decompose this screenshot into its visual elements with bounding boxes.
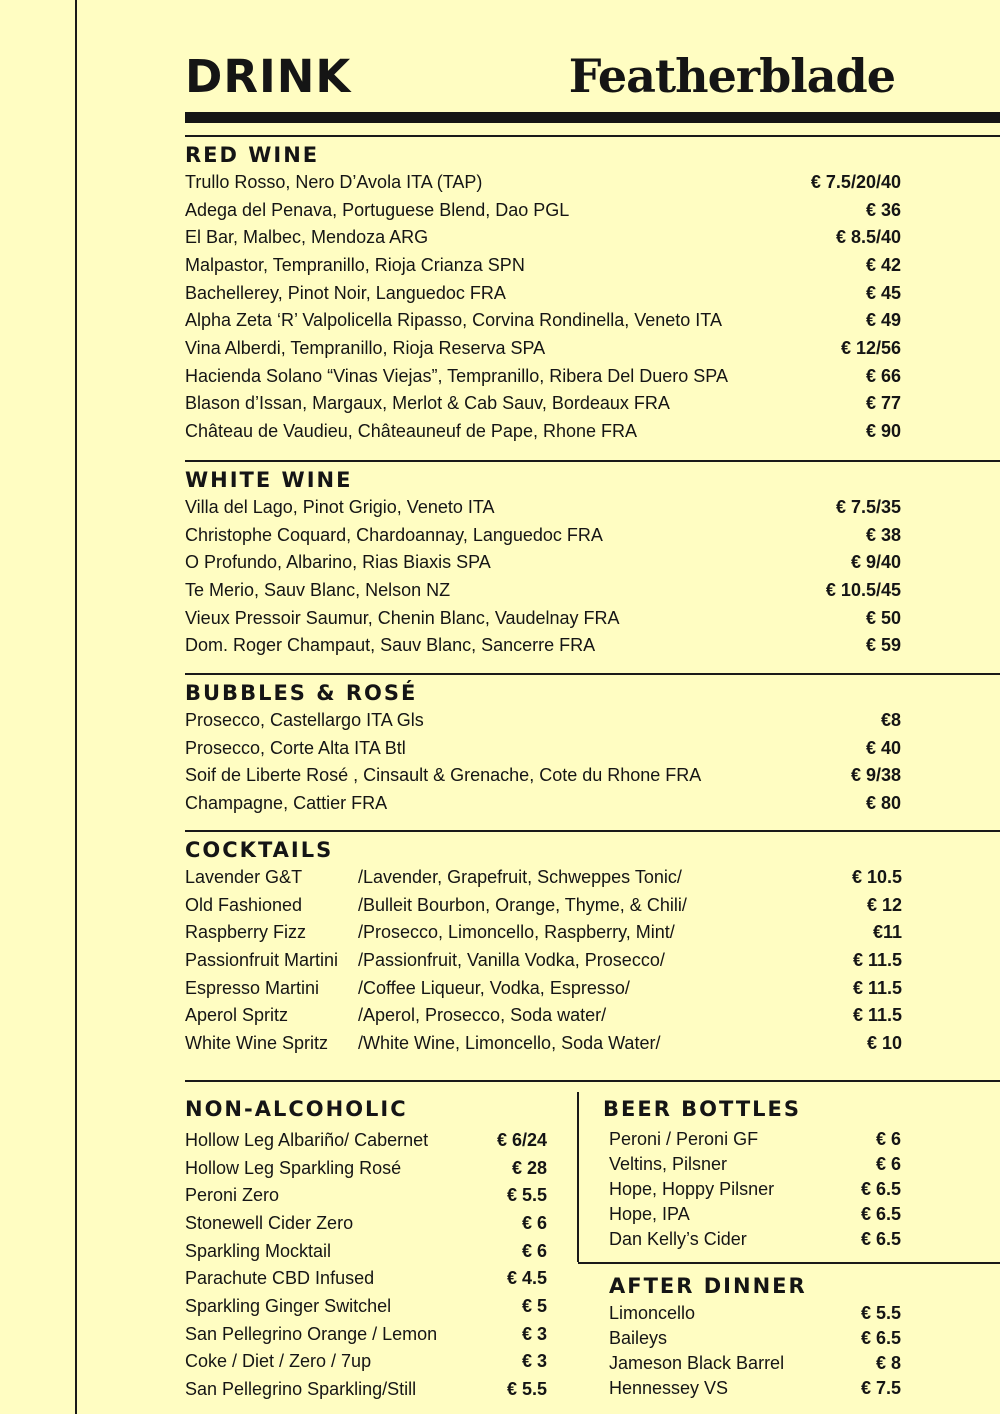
item-description: /Aperol, Prosecco, Soda water/	[358, 1005, 607, 1026]
item-description: /Bulleit Bourbon, Orange, Thyme, & Chili/	[358, 894, 687, 915]
item-price: € 42	[865, 254, 901, 275]
item-price: € 5.5	[506, 1185, 547, 1206]
item-name: White Wine Spritz	[185, 1032, 329, 1053]
divider	[185, 135, 1000, 137]
item-name: Dom. Roger Champaut, Sauv Blanc, Sancerre FRA	[185, 635, 596, 656]
menu-item	[185, 918, 902, 946]
item-price: € 6	[521, 1240, 547, 1261]
menu-item	[185, 521, 901, 549]
item-name: Sparkling Ginger Switchel	[185, 1295, 392, 1316]
column-divider	[577, 1092, 579, 1262]
menu-item	[185, 1375, 547, 1403]
item-price: € 45	[865, 282, 901, 303]
item-name: Vieux Pressoir Saumur, Chenin Blanc, Vaudelnay FRA	[185, 607, 620, 628]
item-name: Old Fashioned	[185, 894, 303, 915]
item-name: Raspberry Fizz	[185, 922, 307, 943]
brand-logo: Featherblade	[568, 49, 895, 103]
item-price: € 66	[865, 365, 901, 386]
item-price: € 9/38	[850, 765, 901, 786]
item-name: Hollow Leg Albariño/ Cabernet	[185, 1129, 429, 1150]
menu-item	[609, 1227, 901, 1252]
after-dinner-list	[609, 1300, 901, 1401]
menu-item	[185, 734, 901, 762]
menu-item	[185, 706, 901, 734]
section-title-after-dinner: AFTER DINNER	[609, 1274, 807, 1298]
menu-item	[185, 604, 901, 632]
item-price: € 77	[865, 393, 901, 414]
menu-item	[185, 548, 901, 576]
menu-item	[185, 1126, 547, 1154]
divider	[185, 673, 1000, 675]
item-price: € 10.5/45	[825, 579, 901, 600]
menu-item	[185, 196, 901, 224]
item-name: Trullo Rosso, Nero D’Avola ITA (TAP)	[185, 171, 483, 192]
item-price: € 7.5/35	[835, 496, 901, 517]
item-price: € 12/56	[840, 337, 901, 358]
menu-item	[185, 223, 901, 251]
item-price: € 6	[875, 1128, 901, 1149]
item-name: Limoncello	[609, 1302, 696, 1323]
item-name: O Profundo, Albarino, Rias Biaxis SPA	[185, 552, 491, 573]
item-price: € 3	[521, 1323, 547, 1344]
item-price: € 7.5	[860, 1378, 901, 1399]
item-price: € 8	[875, 1352, 901, 1373]
item-price: €11	[872, 922, 902, 943]
menu-item	[609, 1151, 901, 1176]
section-title-beer-bottles: BEER BOTTLES	[603, 1097, 802, 1121]
item-price: € 11.5	[852, 1005, 902, 1026]
item-description: /Lavender, Grapefruit, Schweppes Tonic/	[358, 866, 682, 887]
menu-item	[609, 1202, 901, 1227]
item-price: € 5.5	[506, 1379, 547, 1400]
item-name: Peroni Zero	[185, 1185, 280, 1206]
item-price: € 6.5	[860, 1327, 901, 1348]
item-name: San Pellegrino Orange / Lemon	[185, 1323, 438, 1344]
item-name: El Bar, Malbec, Mendoza ARG	[185, 227, 429, 248]
bubbles-list	[185, 706, 901, 817]
item-price: € 6	[521, 1212, 547, 1233]
item-name: Bachellerey, Pinot Noir, Languedoc FRA	[185, 282, 506, 303]
item-name: Hollow Leg Sparkling Rosé	[185, 1157, 402, 1178]
item-price: € 40	[865, 737, 901, 758]
header-bar	[185, 112, 1000, 123]
menu-item	[185, 251, 901, 279]
item-price: € 6.5	[860, 1229, 901, 1250]
item-price: € 28	[511, 1157, 547, 1178]
menu-item	[185, 1209, 547, 1237]
divider	[185, 1080, 1000, 1082]
menu-item	[185, 1154, 547, 1182]
item-name: Prosecco, Castellargo ITA Gls	[185, 709, 424, 730]
menu-item	[185, 362, 901, 390]
item-price: € 36	[865, 199, 901, 220]
item-name: Passionfruit Martini	[185, 949, 339, 970]
item-price: € 7.5/20/40	[810, 171, 901, 192]
item-price: € 6.5	[860, 1204, 901, 1225]
item-price: € 9/40	[850, 552, 901, 573]
item-name: Champagne, Cattier FRA	[185, 792, 388, 813]
item-name: Sparkling Mocktail	[185, 1240, 332, 1261]
item-name: Te Merio, Sauv Blanc, Nelson NZ	[185, 579, 451, 600]
item-price: €8	[880, 709, 901, 730]
section-title-cocktails: COCKTAILS	[185, 838, 334, 862]
menu-item	[185, 946, 902, 974]
item-name: Prosecco, Corte Alta ITA Btl	[185, 737, 406, 758]
item-price: € 11.5	[852, 977, 902, 998]
non-alcoholic-list	[185, 1126, 547, 1403]
menu-item	[185, 631, 901, 659]
menu-item	[185, 493, 901, 521]
menu-item	[185, 576, 901, 604]
item-description: /Prosecco, Limoncello, Raspberry, Mint/	[358, 922, 675, 943]
menu-item	[185, 417, 901, 445]
item-description: /Coffee Liqueur, Vodka, Espresso/	[358, 977, 630, 998]
menu-item	[609, 1376, 901, 1401]
item-description: /Passionfruit, Vanilla Vodka, Prosecco/	[358, 949, 665, 970]
menu-item	[185, 1348, 547, 1376]
item-price: € 6/24	[496, 1129, 547, 1150]
white-wine-list	[185, 493, 901, 659]
item-name: Jameson Black Barrel	[609, 1352, 785, 1373]
item-name: Malpastor, Tempranillo, Rioja Crianza SPN	[185, 254, 525, 275]
menu-item	[185, 334, 901, 362]
menu-item	[185, 1237, 547, 1265]
menu-item	[609, 1300, 901, 1325]
menu-item	[185, 789, 901, 817]
menu-item	[609, 1176, 901, 1201]
item-price: € 8.5/40	[835, 227, 901, 248]
menu-item	[185, 863, 902, 891]
item-name: Soif de Liberte Rosé , Cinsault & Grenache, Cote du Rhone FRA	[185, 765, 702, 786]
item-price: € 38	[865, 524, 901, 545]
page-title: DRINK	[185, 50, 352, 103]
item-price: € 5.5	[860, 1302, 901, 1323]
item-price: € 5	[521, 1295, 547, 1316]
cocktails-list	[185, 863, 902, 1057]
item-name: Adega del Penava, Portuguese Blend, Dao PGL	[185, 199, 570, 220]
item-name: Château de Vaudieu, Châteauneuf de Pape, Rhone FRA	[185, 421, 637, 442]
item-price: € 6	[875, 1153, 901, 1174]
divider	[185, 830, 1000, 832]
item-name: Blason d’Issan, Margaux, Merlot & Cab Sauv, Bordeaux FRA	[185, 393, 670, 414]
item-name: Hope, IPA	[609, 1204, 690, 1225]
item-description: /White Wine, Limoncello, Soda Water/	[358, 1032, 661, 1053]
item-name: Lavender G&T	[185, 866, 303, 887]
item-price: € 10	[866, 1032, 902, 1053]
item-name: Vina Alberdi, Tempranillo, Rioja Reserva SPA	[185, 337, 546, 358]
menu-item	[185, 891, 902, 919]
item-price: € 12	[866, 894, 902, 915]
section-title-white-wine: WHITE WINE	[185, 468, 353, 492]
item-name: Dan Kelly’s Cider	[609, 1229, 747, 1250]
section-title-bubbles: BUBBLES & ROSÉ	[185, 681, 418, 705]
item-price: € 6.5	[860, 1178, 901, 1199]
menu-item	[185, 168, 901, 196]
item-name: Christophe Coquard, Chardoannay, Languedoc FRA	[185, 524, 603, 545]
item-price: € 3	[521, 1351, 547, 1372]
left-margin-rule	[75, 0, 77, 1414]
item-price: € 10.5	[851, 866, 902, 887]
item-name: Alpha Zeta ‘R’ Valpolicella Ripasso, Corvina Rondinella, Veneto ITA	[185, 310, 722, 331]
menu-item	[185, 1181, 547, 1209]
item-name: Villa del Lago, Pinot Grigio, Veneto ITA	[185, 496, 495, 517]
beer-bottles-list	[609, 1126, 901, 1252]
item-price: € 4.5	[506, 1268, 547, 1289]
item-name: Hacienda Solano “Vinas Viejas”, Tempranillo, Ribera Del Duero SPA	[185, 365, 728, 386]
section-title-non-alcoholic: NON-ALCOHOLIC	[185, 1097, 408, 1121]
menu-item	[609, 1325, 901, 1350]
section-title-red-wine: RED WINE	[185, 143, 320, 167]
item-name: San Pellegrino Sparkling/Still	[185, 1379, 417, 1400]
item-name: Espresso Martini	[185, 977, 320, 998]
item-name: Peroni / Peroni GF	[609, 1128, 759, 1149]
divider	[578, 1262, 1000, 1264]
item-price: € 59	[865, 635, 901, 656]
item-name: Hope, Hoppy Pilsner	[609, 1178, 775, 1199]
menu-item	[185, 974, 902, 1002]
divider	[185, 460, 1000, 462]
menu-item	[185, 279, 901, 307]
menu-item	[185, 1029, 902, 1057]
item-name: Coke / Diet / Zero / 7up	[185, 1351, 372, 1372]
item-name: Aperol Spritz	[185, 1005, 289, 1026]
red-wine-list	[185, 168, 901, 445]
menu-item	[185, 761, 901, 789]
item-name: Baileys	[609, 1327, 668, 1348]
item-price: € 49	[865, 310, 901, 331]
menu-item	[185, 1320, 547, 1348]
menu-item	[185, 1264, 547, 1292]
item-name: Parachute CBD Infused	[185, 1268, 375, 1289]
menu-item	[609, 1350, 901, 1375]
menu-item	[185, 390, 901, 418]
menu-item	[185, 1292, 547, 1320]
menu-item	[185, 306, 901, 334]
menu-item	[609, 1126, 901, 1151]
item-price: € 90	[865, 421, 901, 442]
item-price: € 11.5	[852, 949, 902, 970]
item-name: Veltins, Pilsner	[609, 1153, 728, 1174]
item-name: Stonewell Cider Zero	[185, 1212, 354, 1233]
item-price: € 50	[865, 607, 901, 628]
item-price: € 80	[865, 792, 901, 813]
item-name: Hennessey VS	[609, 1378, 729, 1399]
menu-item	[185, 1001, 902, 1029]
